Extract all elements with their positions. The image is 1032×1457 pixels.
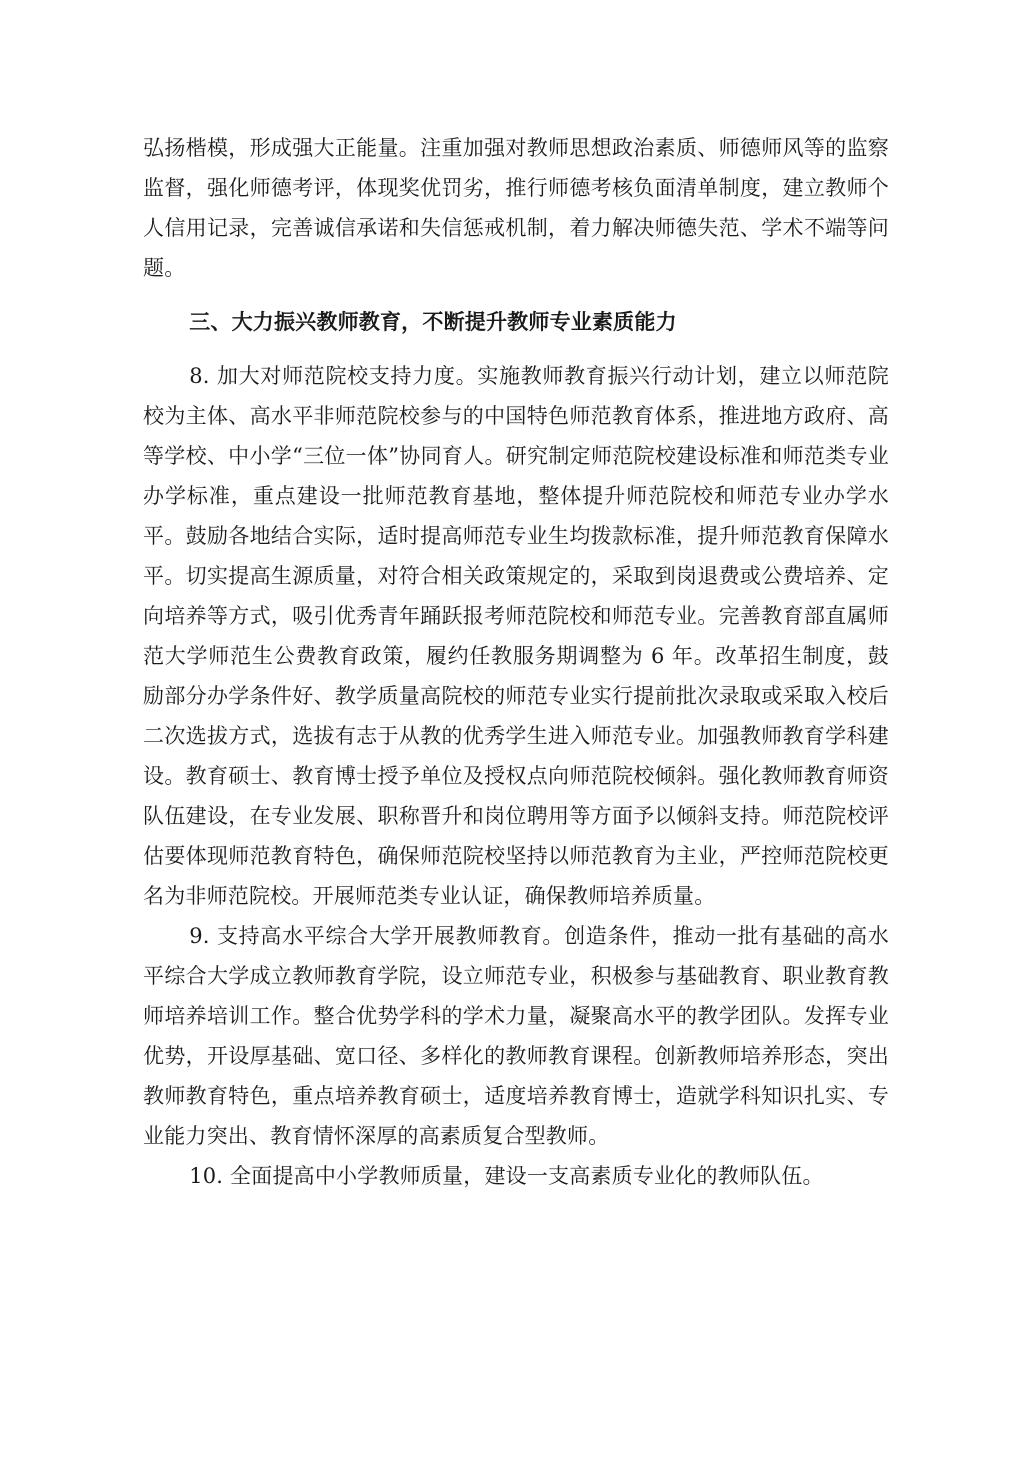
document-body bbox=[143, 128, 889, 1196]
paragraph-8: 8. 加大对师范院校支持力度。实施教师教育振兴行动计划，建立以师范院校为主体、高水平非师范院校参与的中国特色师范教育体系，推进地方政府、高等学校、中小学“三位一体”协同育人。研究制定师范院校建设标准和师范类专业办学标准，重点建设一批师范教育基地，整体提升师范院校和师范专业办学水平。鼓励各地结合实际，适时提高师范专业生均拨款标准，提升师范教育保障水平。切实提高生源质量，对符合相关政策规定的，采取到岗退费或公费培养、定向培养等方式，吸引优秀青年踊跃报考师范院校和师范专业。完善教育部直属师范大学师范生公费教育政策，履约任教服务期调整为 6 年。改革招生制度，鼓励部分办学条件好、教学质量高院校的师范专业实行提前批次录取或采取入校后二次选拔方式，选拔有志于从教的优秀学生进入师范专业。加强教师教育学科建设。教育硕士、教育博士授予单位及授权点向师范院校倾斜。强化教师教育师资队伍建设，在专业发展、职称晋升和岗位聘用等方面予以倾斜支持。师范院校评估要体现师范教育特色，确保师范院校坚持以师范教育为主业，严控师范院校更名为非师范院校。开展师范类专业认证，确保教师培养质量。 bbox=[143, 364, 889, 908]
paragraph-continuation: 弘扬楷模，形成强大正能量。注重加强对教师思想政治素质、师德师风等的监察监督，强化师德考评，体现奖优罚劣，推行师德考核负面清单制度，建立教师个人信用记录，完善诚信承诺和失信惩戒机制，着力解决师德失范、学术不端等问题。 bbox=[143, 136, 889, 280]
paragraph-10: 10. 全面提高中小学教师质量，建设一支高素质专业化的教师队伍。 bbox=[189, 1164, 824, 1188]
section-heading: 三、大力振兴教师教育，不断提升教师专业素质能力 bbox=[189, 310, 677, 334]
paragraph-9: 9. 支持高水平综合大学开展教师教育。创造条件，推动一批有基础的高水平综合大学成立教师教育学院，设立师范专业，积极参与基础教育、职业教育教师培养培训工作。整合优势学科的学术力量，凝聚高水平的教学团队。发挥专业优势，开设厚基础、宽口径、多样化的教师教育课程。创新教师培养形态，突出教师教育特色，重点培养教育硕士，适度培养教育博士，造就学科知识扎实、专业能力突出、教育情怀深厚的高素质复合型教师。 bbox=[143, 924, 889, 1148]
